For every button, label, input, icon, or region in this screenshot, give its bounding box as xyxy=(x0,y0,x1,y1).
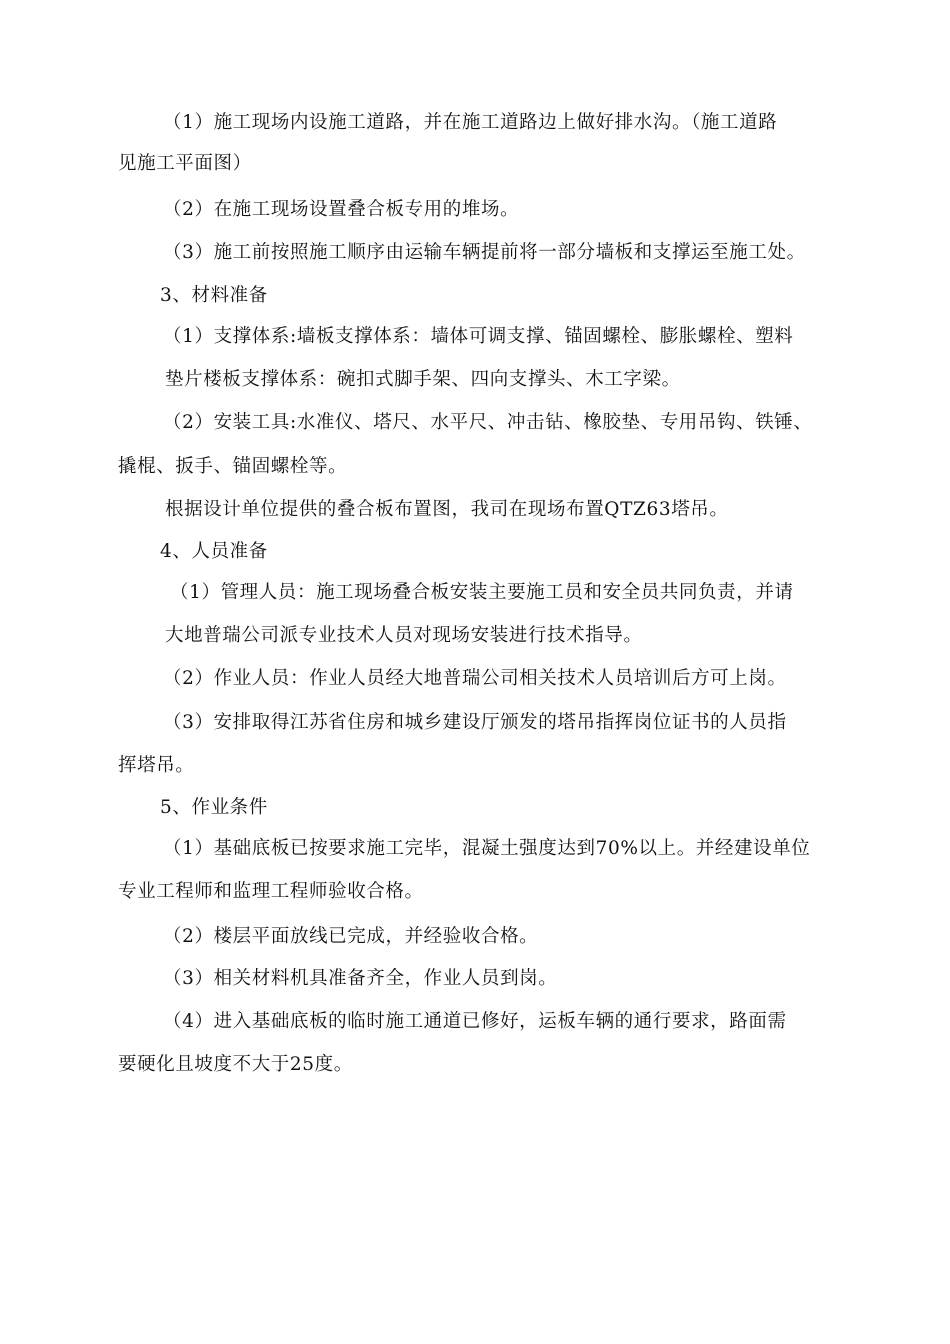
text-line-20: （2）楼层平面放线已完成，并经验收合格。 xyxy=(163,926,539,947)
section-heading-work-conditions: 5、作业条件 xyxy=(160,797,268,818)
text-line-06: （1）支撑体系:墙板支撑体系：墙体可调支撑、锚固螺栓、膨胀螺栓、塑料 xyxy=(163,326,794,347)
text-line-22: （4）进入基础底板的临时施工通道已修好，运板车辆的通行要求，路面需 xyxy=(163,1011,787,1032)
text-line-10: 根据设计单位提供的叠合板布置图，我司在现场布置QTZ63塔吊。 xyxy=(165,499,729,520)
text-line-01: （1）施工现场内设施工道路，并在施工道路边上做好排水沟。（施工道路 xyxy=(163,112,778,133)
text-line-23: 要硬化且坡度不大于25度。 xyxy=(118,1054,353,1075)
text-line-02: 见施工平面图） xyxy=(118,153,252,174)
text-line-12: （1）管理人员：施工现场叠合板安装主要施工员和安全员共同负责，并请 xyxy=(170,582,794,603)
text-line-09: 撬棍、扳手、锚固螺栓等。 xyxy=(118,456,348,477)
text-line-19: 专业工程师和监理工程师验收合格。 xyxy=(118,881,424,902)
text-line-14: （2）作业人员：作业人员经大地普瑞公司相关技术人员培训后方可上岗。 xyxy=(163,668,787,689)
text-line-07: 垫片楼板支撑体系：碗扣式脚手架、四向支撑头、木工字梁。 xyxy=(165,369,681,390)
text-line-08: （2）安装工具:水准仪、塔尺、水平尺、冲击钻、橡胶垫、专用吊钩、铁锤、 xyxy=(163,412,813,433)
text-line-21: （3）相关材料机具准备齐全，作业人员到岗。 xyxy=(163,968,558,989)
text-line-13: 大地普瑞公司派专业技术人员对现场安装进行技术指导。 xyxy=(165,625,643,646)
text-line-15: （3）安排取得江苏省住房和城乡建设厅颁发的塔吊指挥岗位证书的人员指 xyxy=(163,712,787,733)
text-line-18: （1）基础底板已按要求施工完毕，混凝土强度达到70%以上。并经建设单位 xyxy=(163,838,811,859)
section-heading-personnel: 4、人员准备 xyxy=(160,541,268,562)
section-heading-materials: 3、材料准备 xyxy=(160,285,268,306)
text-line-04: （3）施工前按照施工顺序由运输车辆提前将一部分墙板和支撑运至施工处。 xyxy=(163,242,806,263)
text-line-03: （2）在施工现场设置叠合板专用的堆场。 xyxy=(163,199,520,220)
text-line-16: 挥塔吊。 xyxy=(118,755,195,776)
